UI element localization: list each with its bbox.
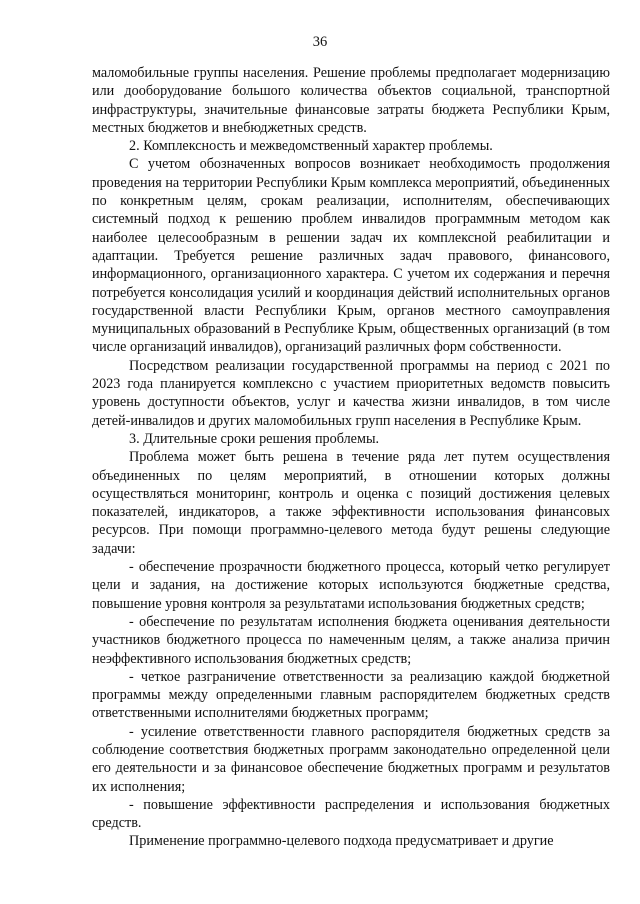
list-item-accountability: - усиление ответственности главного распорядителя бюджетных средств за соблюдение соответствия бюджетных программ законодательно определенной цели его деятельности и за финансовое обеспечение бюджетных программ и результатов их исполнения; bbox=[92, 723, 610, 795]
heading-complexity: 2. Комплексность и межведомственный характер проблемы. bbox=[129, 138, 493, 155]
paragraph-program-method: Проблема может быть решена в течение ряда лет путем осуществления объединенных по целям мероприятий, в отношении которых должны осуществляться мониторинг, контроль и оценка с позиций достижения целевых показателей, индикаторов, а также эффективности использования финансовых ресурсов. При помощи программно-целевого метода будут решены следующие задачи: bbox=[92, 449, 610, 557]
paragraph-state-program: Посредством реализации государственной программы на период с 2021 по 2023 года планируется комплексно с участием приоритетных ведомств повысить уровень доступности объектов, услуг и качества жизни инвалидов, в том числе детей-инвалидов и других маломобильных групп населения в Республике Крым. bbox=[92, 357, 610, 429]
paragraph-complex-approach: С учетом обозначенных вопросов возникает необходимость продолжения проведения на территории Республики Крым комплекса мероприятий, объединенных по конкретным целям, срокам реализации, исполнителям, обеспечивающих системный подход к решению проблем инвалидов программным методом как наиболее целесообразным в решении задач их комплексной реабилитации и адаптации. Требуется решение различных задач правового, финансового, информационного, организационного характера. С учетом их содержания и перечня потребуется консолидация усилий и координация действий исполнительных органов государственной власти Республики Крым, органов местного самоуправления муниципальных образований в Республике Крым, общественных организаций (в том числе организаций инвалидов), организаций различных форм собственности. bbox=[92, 156, 610, 356]
paragraph-accessibility-problem: маломобильные группы населения. Решение проблемы предполагает модернизацию или дооборудование большого количества объектов социальной, транспортной инфраструктуры, значительные финансовые затраты бюджета Республики Крым, местных бюджетов и внебюджетных средств. bbox=[92, 65, 610, 136]
document-body bbox=[92, 64, 610, 851]
paragraph-continuation: Применение программно-целевого подхода предусматривает и другие bbox=[129, 833, 554, 850]
list-item-responsibility-split: - четкое разграничение ответственности за реализацию каждой бюджетной программы между определенными главным распорядителем бюджетных средств ответственными исполнителями бюджетных программ; bbox=[92, 668, 610, 722]
list-item-efficiency: - повышение эффективности распределения и использования бюджетных средств. bbox=[92, 796, 610, 832]
heading-long-terms: 3. Длительные сроки решения проблемы. bbox=[129, 430, 380, 447]
page-number: 36 bbox=[312, 34, 328, 50]
list-item-evaluation: - обеспечение по результатам исполнения бюджета оценивания деятельности участников бюджетного процесса по намеченным целям, а также анализа причин неэффективного использования бюджетных средств; bbox=[92, 613, 610, 667]
list-item-transparency: - обеспечение прозрачности бюджетного процесса, который четко регулирует цели и задания, на достижение которых используются бюджетные средства, повышение уровня контроля за результатами использования бюджетных средств; bbox=[92, 559, 610, 612]
